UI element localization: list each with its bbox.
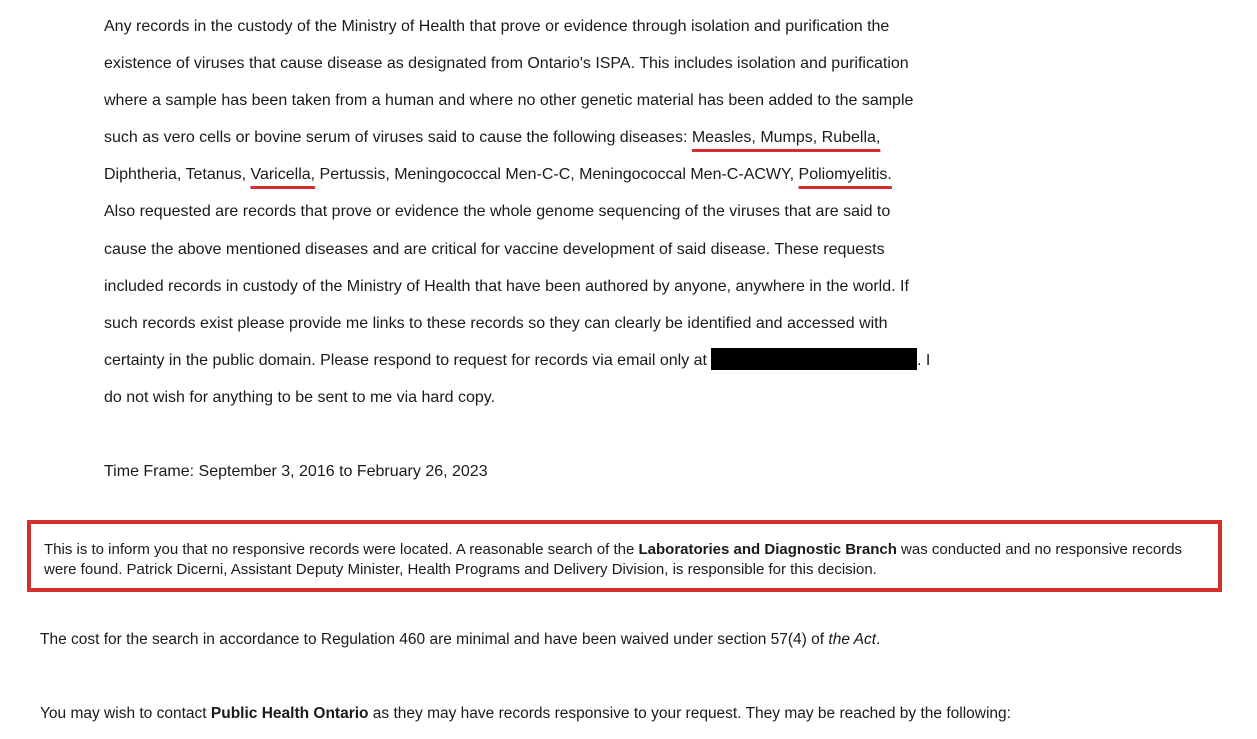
contact-text: You may wish to contact [40, 705, 211, 722]
act-reference: the Act [828, 631, 877, 648]
decision-part: was conducted and no responsive records were found. Patrick Dicerni, Assistant Deputy Minister, Health Programs and Delivery Division, is responsible for this decision. [44, 541, 1183, 578]
branch-name: Laboratories and Diagnostic Branch [638, 541, 897, 558]
request-text: . I [916, 351, 931, 369]
request-text: certainty in the public domain. Please respond to request for records via email only at [104, 351, 707, 369]
org-name: Public Health Ontario [210, 705, 369, 722]
cost-paragraph [40, 628, 880, 652]
decision-text [44, 540, 1214, 580]
contact-text: as they may have records responsive to your request. They may be reached by the following: [368, 705, 1011, 722]
request-line: existence of viruses that cause disease as designated from Ontario's ISPA. This includes isolation and purification [104, 55, 909, 73]
request-text: such as vero cells or bovine serum of viruses said to cause the following diseases: [104, 129, 692, 147]
underlined-disease-polio: Poliomyelitis. [798, 166, 892, 184]
request-line: Also requested are records that prove or evidence the whole genome sequencing of the viruses that are said to [104, 203, 891, 221]
time-frame: Time Frame: September 3, 2016 to February 26, 2023 [104, 463, 488, 480]
decision-part: This is to inform you that no responsive records were located. A reasonable search of the [44, 541, 639, 558]
request-line: cause the above mentioned diseases and are critical for vaccine development of said disease. These requests [104, 240, 885, 258]
underlined-disease-varicella: Varicella, [250, 166, 316, 184]
request-line: included records in custody of the Ministry of Health that have been authored by anyone, anywhere in the world. If [104, 277, 909, 295]
redacted-email [711, 348, 917, 370]
request-line: where a sample has been taken from a human and where no other genetic material has been added to the sample [104, 92, 914, 110]
cost-text: The cost for the search in accordance to Regulation 460 are minimal and have been waived under section 57(4) of [40, 631, 829, 648]
request-line: Any records in the custody of the Ministry of Health that prove or evidence through isolation and purification the [104, 18, 890, 35]
contact-paragraph [40, 702, 1011, 726]
decision-highlight-box [27, 520, 1222, 592]
request-text: Pertussis, Meningococcal Men-C-C, Meningococcal Men-C-ACWY, [315, 166, 799, 184]
request-line [104, 119, 984, 156]
request-line [104, 156, 984, 193]
request-text: Diphtheria, Tetanus, [104, 166, 251, 184]
underlined-diseases-mmr: Measles, Mumps, Rubella, [691, 129, 881, 147]
request-line: such records exist please provide me links to these records so they can clearly be identified and accessed with [104, 314, 888, 332]
request-line [104, 342, 984, 379]
cost-end: . [876, 631, 881, 648]
request-paragraph [104, 8, 984, 416]
request-line: do not wish for anything to be sent to me via hard copy. [104, 388, 496, 406]
